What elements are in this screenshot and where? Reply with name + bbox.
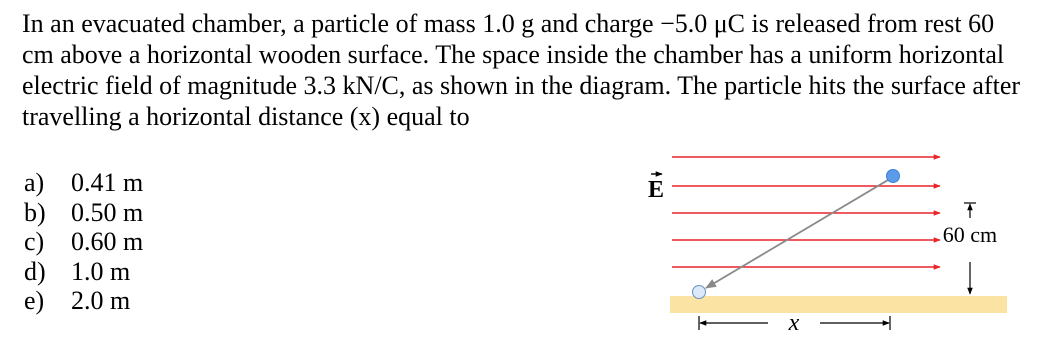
option-letter: e) [24,286,45,315]
option-value: 0.41 m [71,168,144,197]
option-value: 2.0 m [71,286,131,315]
option-letter: d) [24,256,46,286]
option-value: 0.60 m [71,227,144,256]
height-label: 60 cm [942,222,998,247]
particle-end [693,286,706,299]
option-value: 1.0 m [71,256,131,286]
distance-label: x [788,310,800,336]
particle-start [887,170,900,183]
question-text: In an evacuated chamber, a particle of mass 1.0 g and charge −5.0 μC is released from rest 60 cm above a horizontal wooden surface. The space inside the chamber has a uniform horizontal electric field of magnitude 3.3 kN/C, as shown in the diagram. The particle hits the surface after travelling a horizontal distance (x) equal to [22,9,1021,131]
option-letter: c) [24,227,45,256]
field-symbol: E [648,177,665,203]
option-letter: a) [24,168,45,197]
trajectory-arrow [706,177,893,288]
option-letter: b) [24,197,46,227]
wooden-surface [670,296,1007,313]
option-value: 0.50 m [71,197,144,227]
